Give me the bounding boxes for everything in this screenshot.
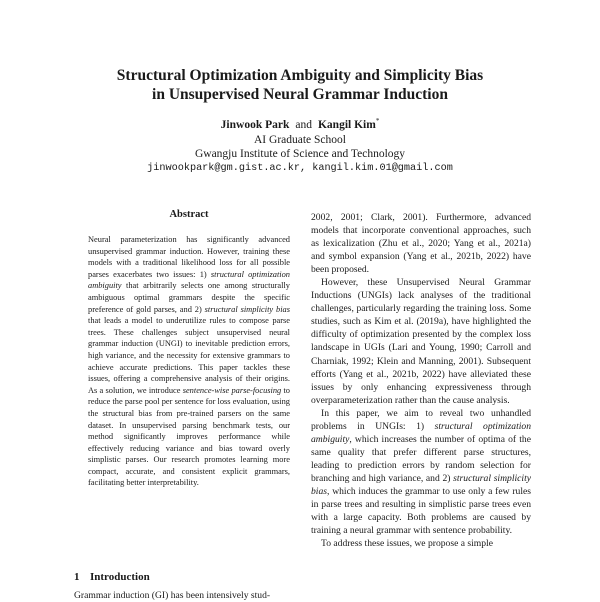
section-number: 1 [74, 571, 80, 583]
abstract-text-3: that leads a model to underutilize rules to compose parse trees. These challenges subject unsupervised neural grammar induction (UNGI) to inevitable prediction errors, high variance, and the necessity for extensive grammars to achieve accurate predictions. This paper tackles these issues, offering a comprehensive analysis of their origins. As a solution, we introduce [88, 316, 290, 395]
right-paragraph-4: To address these issues, we propose a simple [321, 538, 493, 550]
abstract-text-4: to reduce the parse pool per sentence for loss evaluation, using the structural bias from pre-trained parsers on the same dataset. In unsupervised parsing benchmark tests, our method significantly improves performance while effectively reducing variance and bias toward overly simplistic parses. Our research promotes learning more compact, accurate, and consistent explicit grammars, facilitating better interpretability. [88, 385, 290, 488]
title-line-1: Structural Optimization Ambiguity and Simplicity Bias [116, 67, 484, 84]
author-connector: and [295, 119, 312, 131]
p3-term-ambiguity: structural optimization ambiguity [311, 420, 532, 445]
author-1: Jinwook Park [220, 119, 290, 131]
author-emails: jinwookpark@gm.gist.ac.kr, kangil.kim.01@gmail.com [147, 162, 453, 174]
introduction-heading [74, 570, 150, 584]
p3-text-2: , which increases the number of optima of the same quality that prefer different parse structures, leading to prediction errors by random selection for branching and high variance, and 2) [311, 433, 531, 484]
abstract-term-parse-focusing: sentence-wise parse-focusing [182, 385, 282, 395]
abstract-heading: Abstract [169, 209, 209, 220]
author-block [0, 118, 600, 176]
abstract-text-2: that arbitrarily selects one among structurally ambiguous optimal grammars despite the specific preference of gold parses, and 2) [88, 281, 290, 314]
author-names [0, 118, 600, 133]
abstract-text-1: Neural parameterization has significantly advanced unsupervised grammar induction. However, training these models with a traditional likelihood loss for all possible parses exacerbates two issues: 1) [88, 235, 290, 279]
right-paragraph-1: 2002, 2001; Clark, 2001). Furthermore, advanced models that incorporate conventional approaches, such as lexicalization (Zhu et al., 2020; Yang et al., 2021a) and symbol expansion (Yang et al., 2021b, 2022) have been proposed. [311, 212, 531, 276]
abstract-term-simplicity-bias: structural simplicity bias [204, 304, 291, 314]
p3-text-1: In this paper, we aim to reveal two unhandled problems in UNGIs: 1) [311, 407, 531, 432]
corresponding-author-mark: * [375, 117, 380, 126]
right-paragraph-3 [311, 407, 531, 537]
p3-text-3: , which induces the grammar to use only a few rules in parse trees and resulting in simplistic parse trees even with a large capacity. Both problems are caused by training a neural grammar with sentence probability. [311, 485, 531, 537]
abstract-paragraph [88, 234, 290, 489]
right-paragraph-2: However, these Unsupervised Neural Grammar Inductions (UNGIs) lack analyses of the traditional challenges, particularly regarding the training loss. Some studies, such as Kim et al. (2019a), have highlighted the difficulty of optimization presented by the complex loss landscape in UGIs (Lari and Young, 1990; Carroll and Charniak, 1992; Klein and Manning, 2001). Subsequent efforts (Yang et al., 2021b, 2022) have alleviated these issues by only enhancing expressiveness through overparameterization rather than the cause analysis. [311, 277, 531, 406]
paper-title [0, 66, 600, 104]
affiliation-institute: Gwangju Institute of Science and Technology [194, 148, 406, 160]
p3-term-simplicity-bias: structural simplicity bias [311, 472, 531, 497]
abstract-body [88, 234, 290, 489]
author-2: Kangil Kim [317, 119, 376, 131]
title-line-2: in Unsupervised Neural Grammar Induction [152, 86, 448, 103]
left-column [88, 208, 290, 489]
introduction-first-line: Grammar induction (GI) has been intensively stud- [74, 590, 271, 601]
section-title: Introduction [90, 571, 150, 583]
right-column [311, 211, 531, 550]
abstract-term-ambiguity: structural optimization ambiguity [88, 269, 290, 291]
affiliation-school: AI Graduate School [254, 133, 346, 146]
